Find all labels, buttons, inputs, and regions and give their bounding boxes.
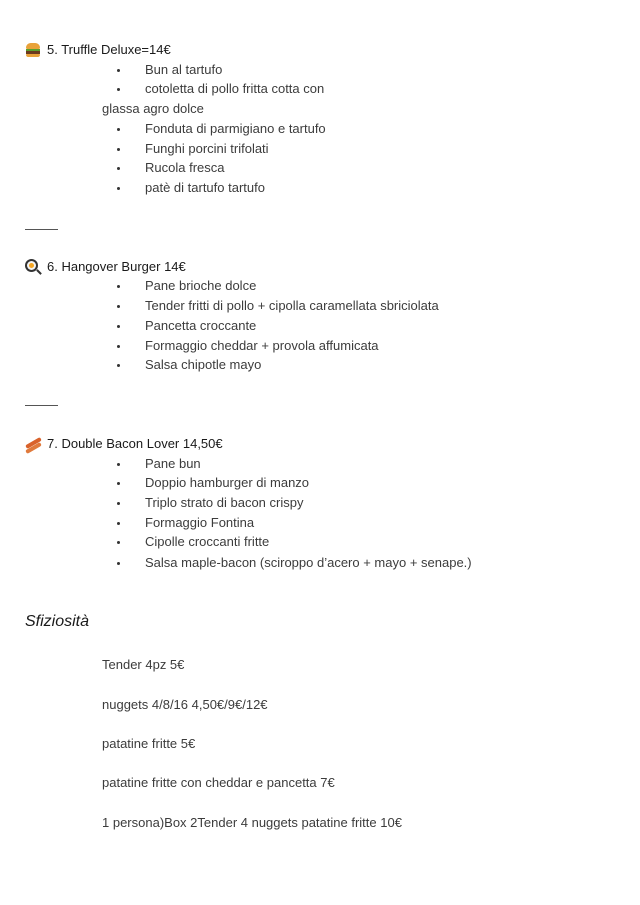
ingredient: Tender fritti di pollo + cipolla caramellata sbriciolata bbox=[145, 298, 439, 313]
ingredient: cotoletta di pollo fritta cotta con bbox=[145, 81, 325, 96]
bullet bbox=[117, 88, 120, 91]
item-title: 7. Double Bacon Lover 14,50€ bbox=[47, 436, 223, 451]
bullet bbox=[117, 502, 120, 505]
ingredient: Fonduta di parmigiano e tartufo bbox=[145, 121, 326, 136]
ingredient: patè di tartufo tartufo bbox=[145, 180, 265, 195]
bullet bbox=[117, 364, 120, 367]
ingredient: Pancetta croccante bbox=[145, 318, 257, 333]
item-title: 6. Hangover Burger 14€ bbox=[47, 259, 186, 274]
bullet bbox=[117, 148, 120, 151]
ingredient: Funghi porcini trifolati bbox=[145, 141, 269, 156]
ingredient: Salsa maple-bacon (sciroppo d’acero + mayo + senape.) bbox=[145, 555, 472, 570]
bullet bbox=[117, 562, 120, 565]
item-title: 5. Truffle Deluxe=14€ bbox=[47, 42, 171, 57]
side-item: patatine fritte con cheddar e pancetta 7€ bbox=[102, 775, 335, 790]
ingredient: Doppio hamburger di manzo bbox=[145, 475, 310, 490]
ingredient: Bun al tartufo bbox=[145, 62, 223, 77]
bullet bbox=[117, 69, 120, 72]
side-item: nuggets 4/8/16 4,50€/9€/12€ bbox=[102, 697, 268, 712]
burger-icon bbox=[25, 42, 41, 58]
ingredient: Triplo strato di bacon crispy bbox=[145, 495, 304, 510]
side-item: Tender 4pz 5€ bbox=[102, 657, 185, 672]
bullet bbox=[117, 345, 120, 348]
bullet bbox=[117, 285, 120, 288]
section-heading: Sfiziosità bbox=[25, 613, 90, 630]
ingredient: Formaggio cheddar + provola affumicata bbox=[145, 338, 379, 353]
side-item: patatine fritte 5€ bbox=[102, 736, 196, 751]
bullet bbox=[117, 541, 120, 544]
ingredient: Salsa chipotle mayo bbox=[145, 357, 262, 372]
ingredient: Pane brioche dolce bbox=[145, 278, 257, 293]
bullet bbox=[117, 463, 120, 466]
bullet bbox=[117, 128, 120, 131]
ingredient-continuation: glassa agro dolce bbox=[102, 101, 204, 116]
ingredient: Pane bun bbox=[145, 456, 201, 471]
side-item: 1 persona)Box 2Tender 4 nuggets patatine fritte 10€ bbox=[102, 815, 402, 830]
ingredient: Rucola fresca bbox=[145, 160, 225, 175]
divider bbox=[25, 229, 58, 230]
bullet bbox=[117, 325, 120, 328]
bacon-icon bbox=[25, 436, 41, 452]
bullet bbox=[117, 305, 120, 308]
bullet bbox=[117, 482, 120, 485]
bullet bbox=[117, 167, 120, 170]
ingredient: Formaggio Fontina bbox=[145, 515, 255, 530]
ingredient: Cipolle croccanti fritte bbox=[145, 534, 270, 549]
fried-egg-pan-icon bbox=[25, 259, 41, 275]
divider bbox=[25, 405, 58, 406]
bullet bbox=[117, 187, 120, 190]
bullet bbox=[117, 522, 120, 525]
